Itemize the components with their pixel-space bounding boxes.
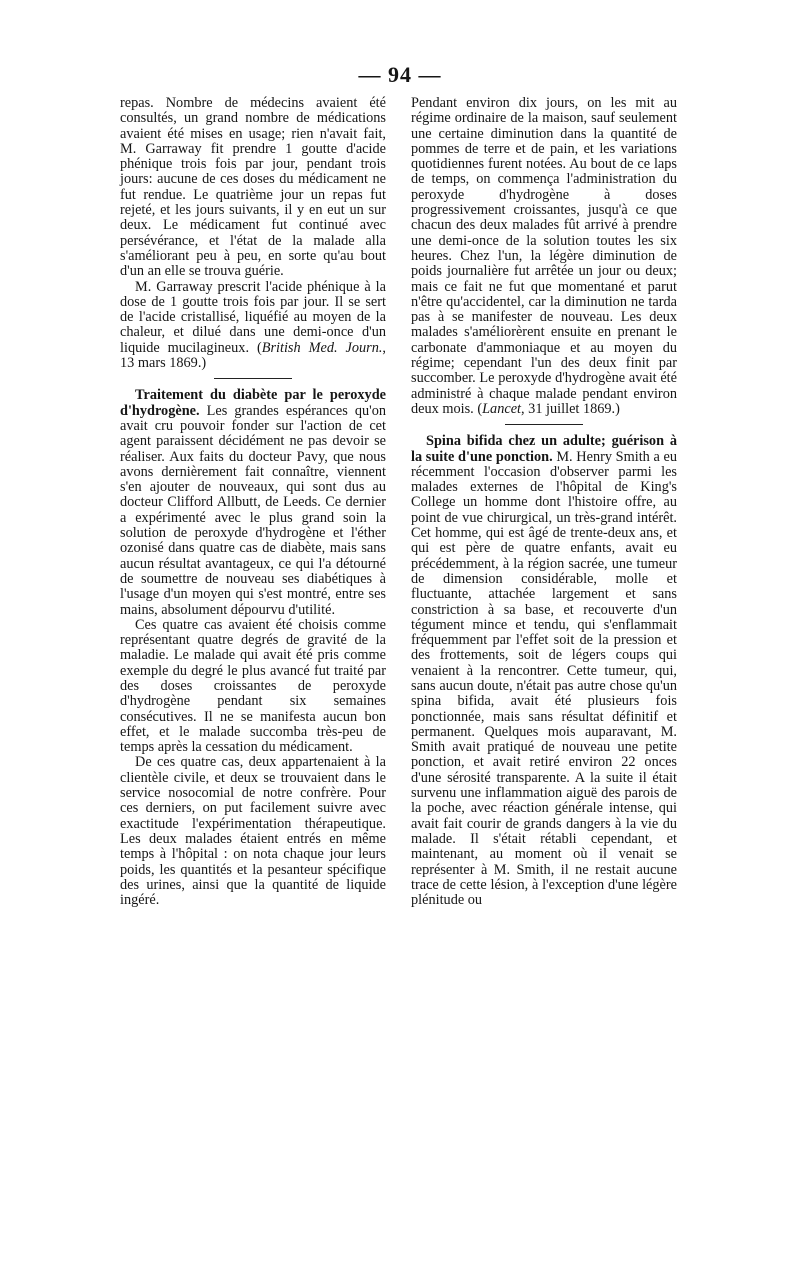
article-diabete <box>120 388 386 617</box>
paragraph-garraway <box>120 280 386 372</box>
paragraph-cases: Ces quatre cas avaient été choisis comme représentant quatre degrés de gravité de la maladie. Le malade qui avait été pris comme exemple du degré le plus avancé fut traité par des doses croissantes de peroxyde d'hydrogène pendant six semaines consécutives. Il ne se manifesta aucun bon effet, et le malade succomba très-peu de temps après la cessation du médicament. <box>120 616 386 756</box>
paragraph-text: Les grandes espérances qu'on avait cru pouvoir fonder sur l'action de cet agent paraissent décidément ne pas devoir se réaliser. Aux faits du docteur Pavy, que nous avons dernièrement fait connaître, viennent s'en ajouter de nouveaux, qui sont dus au docteur Clifford Allbutt, de Leeds. Ce dernier a expérimenté avec le plus grand soin la solution de peroxyde d'hydrogène et l'éther ozonisé dans quatre cas de diabète, mais sans aucun résultat avantageux, ce qui l'a détourné de soumettre de nouveau ses diabétiques à l'usage d'un moyen qui s'est montré, entre ses mains, absolument dépourvu d'utilité. <box>120 402 386 618</box>
paragraph-continued: repas. Nombre de médecins avaient été consultés, un grand nombre de médications avaient été mises en usage; rien n'avait fait, M. Garraway fit prendre 1 goutte d'acide phénique trois fois par jour, pendant trois jours: aucune de ces doses du médicament ne fut rendue. Le quatrième jour un repas fut rejeté, et les jours suivants, il y en eut un sur deux. Le médicament fut continué avec persévérance, et l'état de la malade alla s'améliorant peu à peu, en sorte qu'au bout d'un an elle se trouva guérie. <box>120 95 386 280</box>
paragraph-text: Pendant environ dix jours, on les mit au régime ordinaire de la maison, sauf seulement une certaine diminution dans la quantité de pommes de terre et de pain, et les variations quotidiennes furent notées. Au bout de ce laps de temps, on commença l'administration du peroxyde d'hydrogène à doses progressivement croissantes, jusqu'à ce que chacun des deux malades fût arrivé à prendre une demi-once de la solution toutes les six heures. Chez l'un, la légère diminution de poids journalière fut arrêtée un jour ou deux; mais ce fait ne fut que momentané et parut n'être qu'accidentel, car la diminution ne tarda pas à se manifester de nouveau. Les deux malades s'améliorèrent ensuite en prenant le carbonate d'ammoniaque et au moyen du régime; cependant l'un des deux finit par succomber. Le peroxyde d'hydrogène avait été administré à chaque malade pendant environ deux mois. ( <box>411 95 677 417</box>
paragraph-text: M. Garraway prescrit l'acide phénique à la dose de 1 goutte trois fois par jour. Il se sert de l'acide cristallisé, liquéfié au moyen de la chaleur, et dilué dans une demi-once d'un liquide mucilagineux. ( <box>120 278 386 356</box>
page-number: — 94 — <box>358 62 442 87</box>
source-date: , 31 juillet 1869.) <box>521 400 620 417</box>
paragraph-continued <box>411 96 677 417</box>
paragraph-hospital: De ces quatre cas, deux appartenaient à la clientèle civile, et deux se trouvaient dans le service nosocomial de notre confrère. Pour ces derniers, on put facilement suivre avec exactitude l'expérimentation thérapeutique. Les deux malades étaient entrés en même temps à l'hôpital : on nota chaque jour leurs poids, les quantités et la pesanteur spécifique des urines, ainsi que la quantité de liquide ingéré. <box>120 754 386 909</box>
source-citation: British Med. Journ. <box>261 339 383 356</box>
source-citation: Lancet <box>482 400 522 417</box>
article-heading: Spina bifida chez un adulte; guérison à la suite d'une ponction. <box>411 433 677 465</box>
paragraph-text: M. Henry Smith a eu récemment l'occasion d'observer parmi les malades externes de l'hôpital de King's College un homme dont l'histoire offre, au point de vue chirurgical, un très-grand intérêt. Cet homme, qui est âgé de trente-deux ans, et qui est père de quatre enfants, avait eu précédemment, à la région sacrée, une tumeur de dimension considérable, molle et fluctuante, attachée largement et sans constriction à sa base, et recouverte d'un tégument mince et tendu, qui s'enflammait fréquemment par l'effet soit de la pression et des frottements, soit de légers coups qui venaient à la rencontrer. Cette tumeur, qui, sans aucun doute, n'était pas autre chose qu'un spina bifida, avait été plusieurs fois ponctionnée, mais sans résultat définitif et permanent. Quelques mois auparavant, M. Smith avait pratiqué de nouveau une petite ponction, et avait retiré environ 22 onces d'une sérosité transparente. A la suite il était survenu une inflammation aiguë des parois de la poche, avec réaction générale intense, qui avait fait courir de grands dangers à la vie du malade. Il s'était rétabli cependant, et maintenant, au moment où il venait se représenter à M. Smith, il ne restait aucune trace de cette lésion, à l'exception d'une légère plénitude ou <box>411 448 677 909</box>
article-heading: Traitement du diabète par le peroxyde d'hydrogène. <box>120 387 386 419</box>
source-date: , 13 mars 1869.) <box>120 339 386 372</box>
section-divider <box>214 378 292 379</box>
right-column <box>411 96 677 908</box>
section-divider <box>505 424 583 425</box>
left-column <box>120 96 386 908</box>
article-spina-bifida <box>411 434 677 908</box>
